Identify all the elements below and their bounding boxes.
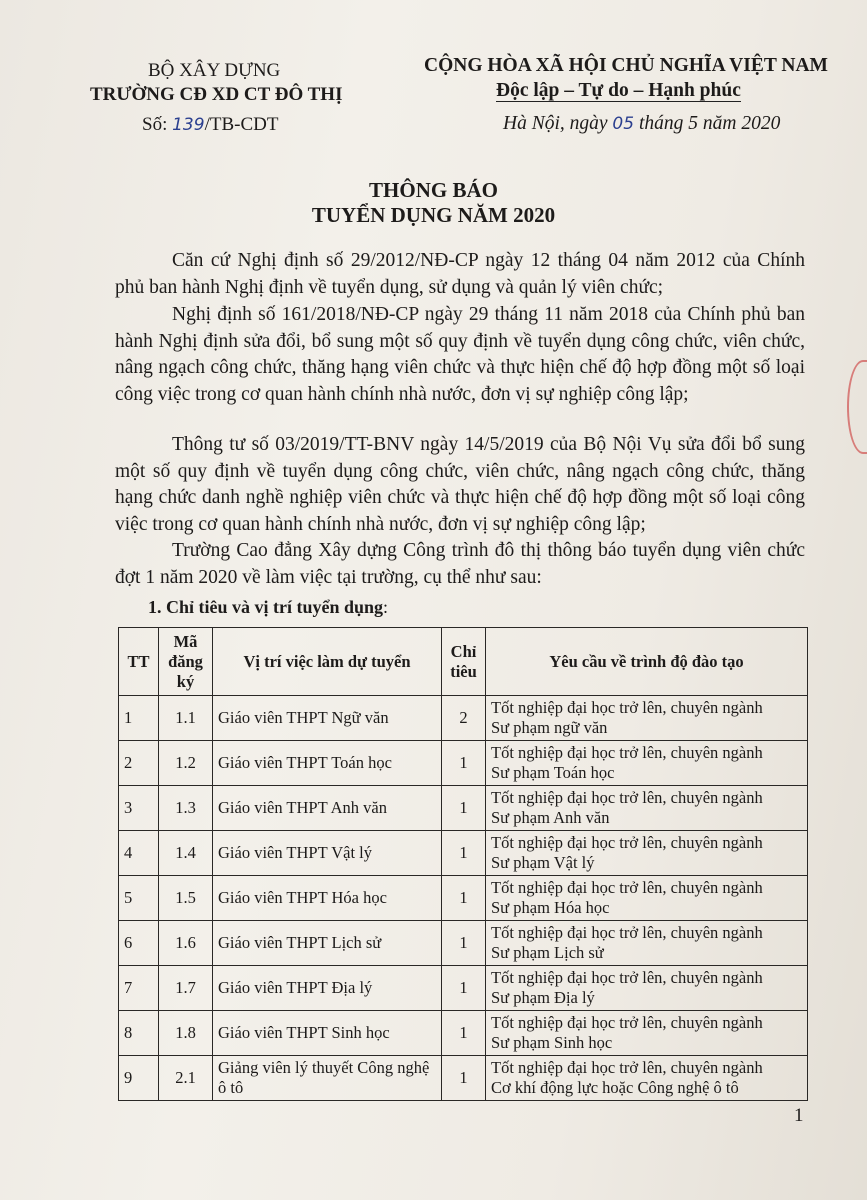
ref-suffix: /TB-CDT — [204, 114, 279, 135]
table-row: 4 1.4 Giáo viên THPT Vật lý 1 Tốt nghiệp đại học trở lên, chuyên ngành Sư phạm Vật lý — [119, 831, 808, 876]
table-row: 6 1.6 Giáo viên THPT Lịch sử 1 Tốt nghiệp đại học trở lên, chuyên ngành Sư phạm Lịch sử — [119, 921, 808, 966]
ministry-name: BỘ XÂY DỰNG — [148, 60, 281, 81]
paragraph-circular-03: Thông tư số 03/2019/TT-BNV ngày 14/5/2019 của Bộ Nội Vụ sửa đổi bổ sung một số quy định về tuyển dụng công chức, viên chức, nâng ngạch công chức, thăng hạng chức danh nghề nghiệp viên chức và thực hiện chế độ hợp đồng một số loại công việc trong cơ quan hành chính nhà nước, đơn vị sự nghiệp công lập; — [115, 434, 805, 535]
document-subtitle: TUYỂN DỤNG NĂM 2020 — [311, 203, 556, 227]
table-row: 1 1.1 Giáo viên THPT Ngữ văn 2 Tốt nghiệp đại học trở lên, chuyên ngành Sư phạm ngữ văn — [119, 696, 808, 741]
header-quota: Chỉ tiêu — [442, 628, 486, 696]
page-number: 1 — [794, 1105, 804, 1126]
table-row: 2 1.2 Giáo viên THPT Toán học 1 Tốt nghiệp đại học trở lên, chuyên ngành Sư phạm Toán học — [119, 741, 808, 786]
motto-text: Độc lập – Tự do – Hạnh phúc — [496, 80, 741, 101]
table-row: 8 1.8 Giáo viên THPT Sinh học 1 Tốt nghiệp đại học trở lên, chuyên ngành Sư phạm Sinh học — [119, 1011, 808, 1056]
table-row: 9 2.1 Giảng viên lý thuyết Công nghệ ô tô 1 Tốt nghiệp đại học trở lên, chuyên ngành Cơ khí động lực hoặc Công nghệ ô tô — [119, 1056, 808, 1101]
section-heading: 1. Chỉ tiêu và vị trí tuyển dụng: — [148, 597, 389, 617]
red-stamp-edge — [847, 360, 867, 454]
header-tt: TT — [119, 628, 159, 696]
paragraph-decree-161: Nghị định số 161/2018/NĐ-CP ngày 29 tháng 11 năm 2018 của Chính phủ ban hành Nghị định sửa đổi, bổ sung một số quy định về tuyển dụng công chức, viên chức, nâng ngạch công chức, thăng hạng viên chức và thực hiện chế độ hợp đồng một số loại công việc trong cơ quan hành chính nhà nước, đơn vị sự nghiệp công lập; — [115, 304, 805, 405]
date-day-handwritten: 05 — [612, 114, 635, 134]
header-code: Mã đăng ký — [159, 628, 213, 696]
header-position: Vị trí việc làm dự tuyển — [213, 628, 442, 696]
document-title: THÔNG BÁO — [369, 178, 498, 202]
republic-name: CỘNG HÒA XÃ HỘI CHỦ NGHĨA VIỆT NAM — [424, 55, 828, 76]
date-suffix: tháng 5 năm 2020 — [634, 113, 781, 134]
header-requirement: Yêu cầu về trình độ đào tạo — [486, 628, 808, 696]
ref-number-handwritten: 139 — [172, 115, 205, 135]
table-header-row — [119, 628, 808, 696]
ref-prefix: Số: — [142, 114, 173, 135]
table-row: 5 1.5 Giáo viên THPT Hóa học 1 Tốt nghiệp đại học trở lên, chuyên ngành Sư phạm Hóa học — [119, 876, 808, 921]
issue-date — [503, 113, 780, 135]
reference-number — [142, 114, 278, 136]
paragraph-announcement: Trường Cao đẳng Xây dựng Công trình đô thị thông báo tuyển dụng viên chức đợt 1 năm 2020 về làm việc tại trường, cụ thể như sau: — [115, 540, 805, 588]
date-prefix: Hà Nội, ngày — [503, 113, 613, 134]
table-row: 3 1.3 Giáo viên THPT Anh văn 1 Tốt nghiệp đại học trở lên, chuyên ngành Sư phạm Anh văn — [119, 786, 808, 831]
school-name: TRƯỜNG CĐ XD CT ĐÔ THỊ — [90, 84, 343, 105]
paragraph-decree-29: Căn cứ Nghị định số 29/2012/NĐ-CP ngày 12 tháng 04 năm 2012 của Chính phủ ban hành Nghị định về tuyển dụng, sử dụng và quản lý viên chức; — [115, 250, 805, 298]
motto — [496, 80, 741, 102]
recruitment-table — [118, 627, 808, 1101]
table-row: 7 1.7 Giáo viên THPT Địa lý 1 Tốt nghiệp đại học trở lên, chuyên ngành Sư phạm Địa lý — [119, 966, 808, 1011]
